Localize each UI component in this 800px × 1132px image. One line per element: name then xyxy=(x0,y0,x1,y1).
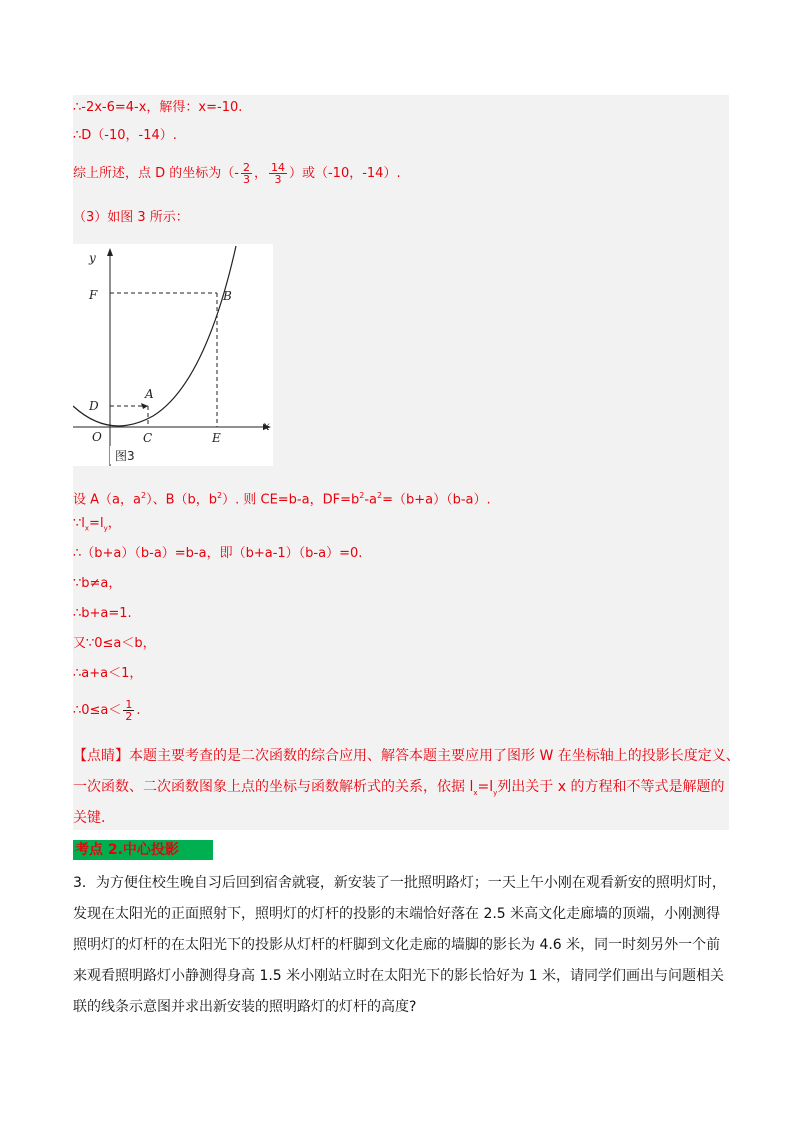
label-d: D xyxy=(89,399,99,413)
text-run: ∵l xyxy=(73,516,85,531)
solution-line-2: ∴D（-10，-14）. xyxy=(73,128,177,143)
solution-line-10: 又∵0≤a＜b， xyxy=(73,636,156,651)
comment-line-3: 关键. xyxy=(73,810,106,826)
label-c: C xyxy=(143,431,153,445)
text-run: -a xyxy=(364,492,377,508)
text-run: ）、B（b，b xyxy=(146,492,217,508)
solution-line-6 xyxy=(73,515,121,538)
denominator: 3 xyxy=(242,173,250,186)
question-line-1: 3．为方便住校生晚自习后回到宿舍就寝，新安装了一批照明路灯；一天上午小刚在观看新安的照明灯时， xyxy=(73,875,726,891)
solution-line-1: ∴-2x-6=4-x，解得：x=-10. xyxy=(73,100,243,115)
fraction xyxy=(241,162,252,185)
superscript: 2 xyxy=(217,491,223,500)
denominator: 2 xyxy=(125,710,133,723)
text-run: =l xyxy=(477,779,494,795)
solution-line-11: ∴a+a＜1， xyxy=(73,666,143,681)
solution-line-3 xyxy=(73,162,401,185)
parabola-figure xyxy=(73,244,273,466)
comment-line-2 xyxy=(73,778,733,802)
text-run: 一次函数、二次函数图象上点的坐标与函数解析式的关系，依据 l xyxy=(73,779,474,795)
question-line-2: 发现在太阳光的正面照射下，照明灯的灯杆的投影的末端恰好落在 2.5 米高文化走廊墙的顶端，小刚测得 xyxy=(73,906,721,922)
label-e: E xyxy=(212,431,221,445)
solution-line-5 xyxy=(73,487,491,509)
arrow-at-a xyxy=(141,403,148,409)
solution-line-12 xyxy=(73,699,141,722)
subscript: x xyxy=(473,788,478,797)
fraction xyxy=(123,699,134,722)
solution-line-7: ∴（b+a）（b-a）=b-a，即（b+a-1）（b-a）=0. xyxy=(73,546,363,561)
section-heading: 考点 2.中心投影 xyxy=(73,840,213,860)
subscript: y xyxy=(493,788,498,797)
text-run: ， xyxy=(253,166,267,181)
text-run: =（b+a）（b-a）. xyxy=(382,492,491,508)
numerator: 14 xyxy=(270,161,285,174)
question-line-5: 联的线条示意图并求出新安装的照明路灯的灯杆的高度? xyxy=(73,999,417,1015)
text-run: ， xyxy=(107,516,121,531)
question-line-4: 来观看照明路灯小静测得身高 1.5 米小刚站立时在太阳光下的影长恰好为 1 米，请同学们画出与问题相关 xyxy=(73,968,724,984)
text-run: ）. 则 CE=b-a，DF=b xyxy=(222,492,360,508)
text-run: . xyxy=(136,703,141,718)
label-a: A xyxy=(145,387,154,401)
subscript: x xyxy=(84,524,90,533)
figure-3-diagram xyxy=(73,244,273,466)
text-run: ）或（-10，-14）. xyxy=(288,166,401,181)
text-run: 设 A（a，a xyxy=(73,492,141,508)
numerator: 1 xyxy=(125,698,133,711)
denominator: 3 xyxy=(274,173,282,186)
label-f: F xyxy=(89,288,98,302)
y-axis-arrow xyxy=(107,248,113,256)
text-run: 列出关于 x 的方程和不等式是解题的 xyxy=(497,779,725,795)
text-run: ∴0≤a＜ xyxy=(73,703,122,718)
comment-line-1: 【点睛】本题主要考查的是二次函数的综合应用、解答本题主要应用了图形 W 在坐标轴上的投影长度定义、 xyxy=(73,748,740,764)
subscript: y xyxy=(103,524,108,533)
label-x: x xyxy=(263,419,270,433)
solution-line-4: （3）如图 3 所示： xyxy=(73,210,189,225)
superscript: 2 xyxy=(359,491,365,500)
label-y: y xyxy=(89,251,96,265)
fraction xyxy=(269,162,287,185)
solution-line-9: ∴b+a=1. xyxy=(73,606,132,621)
question-line-3: 照明灯的灯杆的在太阳光下的投影从灯杆的杆脚到文化走廊的墙脚的影长为 4.6 米，同一时刻另外一个前 xyxy=(73,937,721,953)
text-run: =l xyxy=(89,516,104,531)
label-b: B xyxy=(223,289,232,303)
solution-line-8: ∵b≠a， xyxy=(73,576,122,591)
figure-caption: 图3 xyxy=(115,449,135,463)
label-o: O xyxy=(92,430,102,444)
text-run: 综上所述，点 D 的坐标为（- xyxy=(73,166,239,181)
superscript: 2 xyxy=(140,491,147,500)
superscript: 2 xyxy=(376,491,383,500)
numerator: 2 xyxy=(242,161,250,174)
